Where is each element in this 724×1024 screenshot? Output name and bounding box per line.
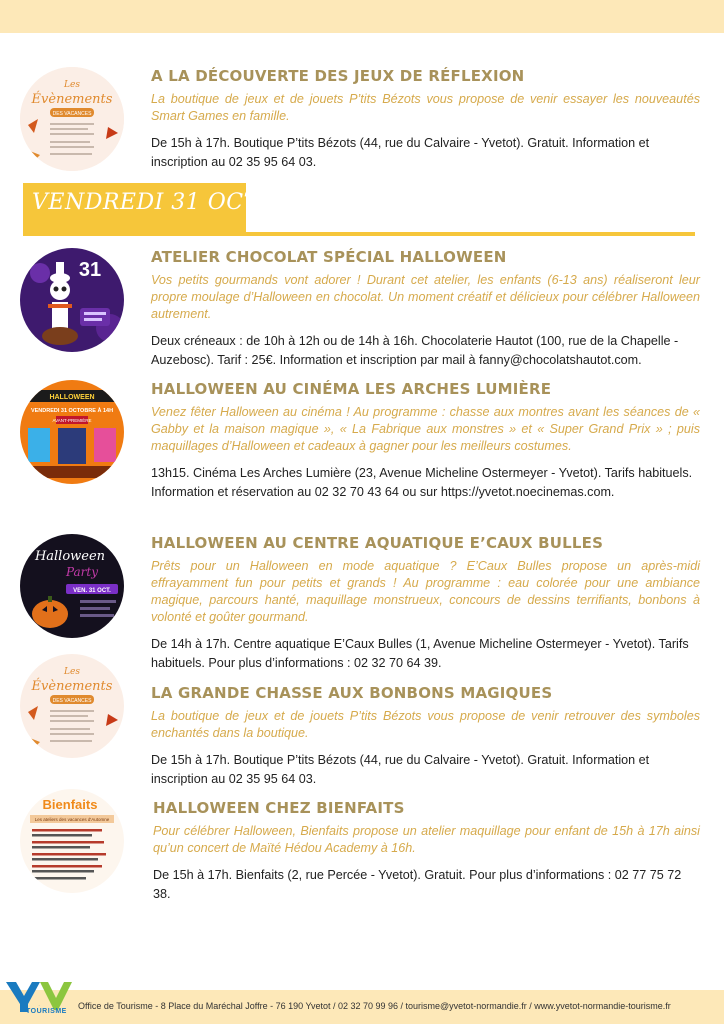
thumb-text: VEN. 31 OCT.: [73, 588, 111, 594]
thumb-text: Évènements: [31, 92, 113, 107]
day-divider: [23, 232, 695, 236]
thumb-text: Halloween: [34, 549, 106, 564]
bienfaits-poster-icon: [20, 789, 124, 893]
event-info: Deux créneaux : de 10h à 12h ou de 14h à 16h. Chocolaterie Hautot (100, rue de la Chapelle - Auzebosc). Tarif : 25€. Information et inscription par mail à fanny@chocolatshautot.com.: [151, 334, 679, 367]
event-description: La boutique de jeux et de jouets P’tits Bézots vous propose de venir essayer les nouveautés Smart Games en famille.: [151, 92, 700, 123]
footer: [0, 990, 724, 1024]
event-description: Prêts pour un Halloween en mode aquatique ? E’Caux Bulles propose un après-midi effrayamment fun pour petits et grands ! Au programme : eau colorée pour une ambiance magique, parcours hanté, maquillage monstrueux, concours de dessins terrifiants, bonbons à volonté et goûter gourmand.: [151, 559, 700, 624]
thumb-text: 31: [78, 259, 102, 281]
event-thumbnail: [20, 789, 124, 893]
halloween-party-poster-icon: [20, 534, 124, 638]
event-content: [151, 67, 700, 172]
event-content: [151, 534, 700, 673]
yvetot-tourisme-logo-icon: [4, 978, 74, 1022]
thumb-text: Les: [64, 80, 80, 90]
event-title: HALLOWEEN AU CINÉMA LES ARCHES LUMIÈRE: [151, 380, 552, 398]
evenements-poster-icon: [20, 654, 124, 758]
thumb-text: DES VACANCES: [52, 698, 92, 704]
event-title: A LA DÉCOUVERTE DES JEUX DE RÉFLEXION: [151, 67, 525, 85]
day-heading: VENDREDI 31 OCTOBRE: [32, 190, 328, 215]
event-description: Venez fêter Halloween au cinéma ! Au programme : chasse aux montres avant les séances de « Gabby et la maison magique », « La Fabrique aux monstres » et « Super Grand Prix » ; puis maquillages d’Halloween et cadeaux à gagner pour les meilleurs costumes.: [151, 405, 700, 453]
event-description: Vos petits gourmands vont adorer ! Durant cet atelier, les enfants (6-13 ans) réaliseront leur propre moulage d’Halloween en chocolat. Un moment créatif et délicieux pour célébrer Halloween autrement.: [151, 273, 700, 321]
thumb-text: Évènements: [31, 679, 113, 694]
event-thumbnail: [20, 534, 124, 638]
thumb-text: Bienfaits: [42, 797, 98, 812]
evenements-poster-icon: [20, 67, 124, 171]
event-title: LA GRANDE CHASSE AUX BONBONS MAGIQUES: [151, 684, 553, 702]
event-content: [151, 248, 700, 370]
event-info: 13h15. Cinéma Les Arches Lumière (23, Avenue Micheline Ostermeyer - Yvetot). Tarifs habituels. Information et réservation au 02 32 70 43 64 ou sur https://yvetot.noecinemas.com.: [151, 466, 693, 499]
event-description: Pour célébrer Halloween, Bienfaits propose un atelier maquillage pour enfant de 15h à 17h ainsi qu’un concert de Maïté Hédou Academy à 16h.: [153, 824, 700, 855]
event-description: La boutique de jeux et de jouets P’tits Bézots vous propose de venir retrouver des symboles enchantés dans la boutique.: [151, 709, 700, 740]
thumb-text: DES VACANCES: [52, 111, 92, 117]
thumb-text: AVANT-PREMIÈRE: [52, 418, 92, 423]
event-info: De 15h à 17h. Boutique P’tits Bézots (44, rue du Calvaire - Yvetot). Gratuit. Information et inscription au 02 35 95 64 03.: [151, 753, 650, 786]
event-content: [151, 684, 700, 789]
event-thumbnail: [20, 380, 124, 484]
cinema-halloween-poster-icon: [20, 380, 124, 484]
event-info: De 15h à 17h. Bienfaits (2, rue Percée - Yvetot). Gratuit. Pour plus d’informations : 02 77 75 72 38.: [153, 868, 682, 901]
event-content: [153, 799, 700, 904]
thumb-text: Les: [64, 667, 80, 677]
logo-subtitle: TOURISME: [26, 1008, 67, 1015]
event-content: [151, 380, 700, 502]
event-thumbnail: [20, 654, 124, 758]
footer-contact: Office de Tourisme - 8 Place du Maréchal Joffre - 76 190 Yvetot / 02 32 70 99 96 / tourisme@yvetot-normandie.fr / www.yvetot-normandie-tourisme.fr: [78, 1001, 671, 1011]
thumb-text: Les ateliers des vacances d'Automne: [34, 817, 110, 822]
event-title: HALLOWEEN CHEZ BIENFAITS: [153, 799, 405, 817]
event-info: De 14h à 17h. Centre aquatique E’Caux Bulles (1, Avenue Micheline Ostermeyer - Yvetot). Tarifs habituels. Pour plus d’informations : 02 32 70 64 39.: [151, 637, 689, 670]
thumb-text: VENDREDI 31 OCTOBRE À 14H: [30, 408, 114, 414]
event-title: HALLOWEEN AU CENTRE AQUATIQUE E’CAUX BULLES: [151, 534, 604, 552]
logo-letters: YN: [38, 1006, 40, 1007]
event-title: ATELIER CHOCOLAT SPÉCIAL HALLOWEEN: [151, 248, 507, 266]
top-band: [0, 0, 724, 33]
thumb-text: Party: [65, 565, 99, 579]
thumb-text: HALLOWEEN: [49, 394, 95, 401]
halloween-skeleton-poster-icon: [20, 248, 124, 352]
event-thumbnail: [20, 67, 124, 171]
event-info: De 15h à 17h. Boutique P’tits Bézots (44, rue du Calvaire - Yvetot). Gratuit. Information et inscription au 02 35 95 64 03.: [151, 136, 650, 169]
event-thumbnail: [20, 248, 124, 352]
